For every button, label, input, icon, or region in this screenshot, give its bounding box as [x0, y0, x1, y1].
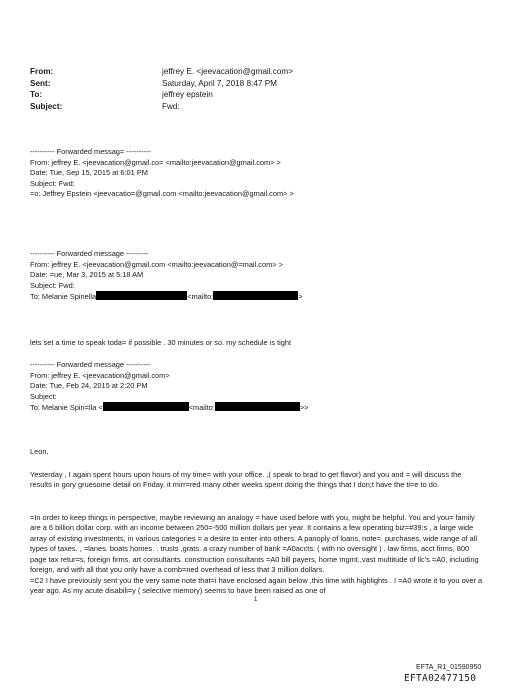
- forward-to: =o: Jeffrey Epstein <jeevacatio=@gmail.com <mailto:jeevacation@gmail.com> >: [30, 189, 294, 199]
- email-header: [30, 66, 293, 112]
- forward-separator: ---------- Forwarded messag= ----------: [30, 147, 151, 156]
- header-key: To:: [30, 90, 43, 100]
- header-value: Fwd:: [162, 101, 180, 111]
- forwarded-block-1: [30, 147, 294, 200]
- body-paragraph-2: =In order to keep things in perspective, maybe reviewing an analogy = have used before with you, might be helpful. You and you= family are a 6 billion dollar corp. with an income between 250=-500 million dollars per year. It contains a few operating biz=#39;s , a large wide array of existing investments, in various categories = a desire to enter into others. A panoply of loans, note=. purchases, wide range of all types of taxes. , =lanes. boats homes. . trusts ,grats. a crazy number of bank =A0accts. ( with no oversight ) . law firms, acct firms, 800 page tax retur=s, foreign firms. art consultants. construction consultants =A0 bill payers, home mgmt.,vast multitude of llc's =A0, including foreign, and with all that you only have a comb=ned overhead of less that 3 million dollars.: [30, 513, 479, 575]
- bracket-close: >>: [299, 403, 309, 413]
- header-value: jeffrey epstein: [162, 90, 213, 100]
- forward-to-label: To: Melanie Spinella: [30, 292, 97, 302]
- header-key: From:: [30, 67, 54, 76]
- forward-date: Date: Tue, Feb 24, 2015 at 2:20 PM: [30, 381, 148, 391]
- redaction-bar: [215, 402, 300, 411]
- body-paragraph-3: =C2 I have previously sent you the very same note that=i have enclosed again below ,this time with highlights . I =A0 wrote it to you over a year ago. As my acute disabili=y ( selective memory) seems to have been raised as one of: [30, 576, 483, 596]
- mailto-label: <mailto:: [188, 403, 215, 413]
- header-row-to: [30, 89, 293, 101]
- header-row-sent: [30, 78, 293, 90]
- footer-ref-2: EFTA02477150: [404, 673, 477, 684]
- forward-subject: Subject: Fwd:: [30, 280, 75, 290]
- header-value: jeffrey E. <jeevacation@gmail.com>: [162, 67, 294, 76]
- bracket-close: >: [298, 292, 303, 302]
- redaction-bar: [103, 402, 189, 411]
- header-key: Subject:: [30, 101, 63, 111]
- mailto-label: <mailto:: [187, 292, 214, 302]
- forward-to: [30, 402, 308, 414]
- redaction-bar: [213, 291, 298, 300]
- page-number: 1: [254, 597, 258, 603]
- forward-separator: ---------- Forwarded message ----------: [30, 360, 151, 369]
- forward-date: Date: Tue, Sep 15, 2015 at 6:01 PM: [30, 168, 148, 178]
- forward-from: From: jeffrey E. <jeevacation@gmail.co= <mailto:jeevacation@gmail.com> >: [30, 157, 281, 167]
- footer-ref-1: EFTA_R1_01590950: [416, 664, 482, 671]
- header-key: Sent:: [30, 78, 51, 88]
- forward-from: From: jeffrey E. <jeevacation@gmail.com>: [30, 370, 170, 380]
- forward-separator: ---------- Forwarded message ---------: [30, 249, 149, 258]
- speak-line: lets set a time to speak toda= if possible . 30 minutes or so. my schedule is tight: [30, 338, 292, 347]
- header-row-from: [30, 66, 293, 78]
- forward-from: From: jeffrey E. <jeevacation@gmail.com <mailto:jeevacation@=mail.com> >: [30, 259, 283, 269]
- forward-subject: Subject:: [30, 391, 57, 401]
- redaction-bar: [96, 291, 187, 300]
- header-value: Saturday, April 7, 2018 8:47 PM: [162, 78, 277, 88]
- body-paragraph-1: Yesterday , I again spent hours upon hours of my time= with your office. ,( speak to brad to get flavor) and you and = will discuss the results in gory gruesome detail on Friday. it mirr=red many other weeks spent doing the things that I don;t have the ti=e to do.: [30, 470, 462, 490]
- forward-subject: Subject: Fwd:: [30, 178, 75, 188]
- greeting: Leon,: [30, 447, 49, 456]
- header-row-subject: [30, 101, 293, 113]
- forward-date: Date: =ue, Mar 3, 2015 at 5:18 AM: [30, 270, 144, 280]
- forward-to-label: To: Melanie Spin=lla <: [30, 403, 103, 413]
- forwarded-block-2: [30, 249, 303, 303]
- forward-to: [30, 291, 303, 303]
- forwarded-block-3: [30, 360, 308, 414]
